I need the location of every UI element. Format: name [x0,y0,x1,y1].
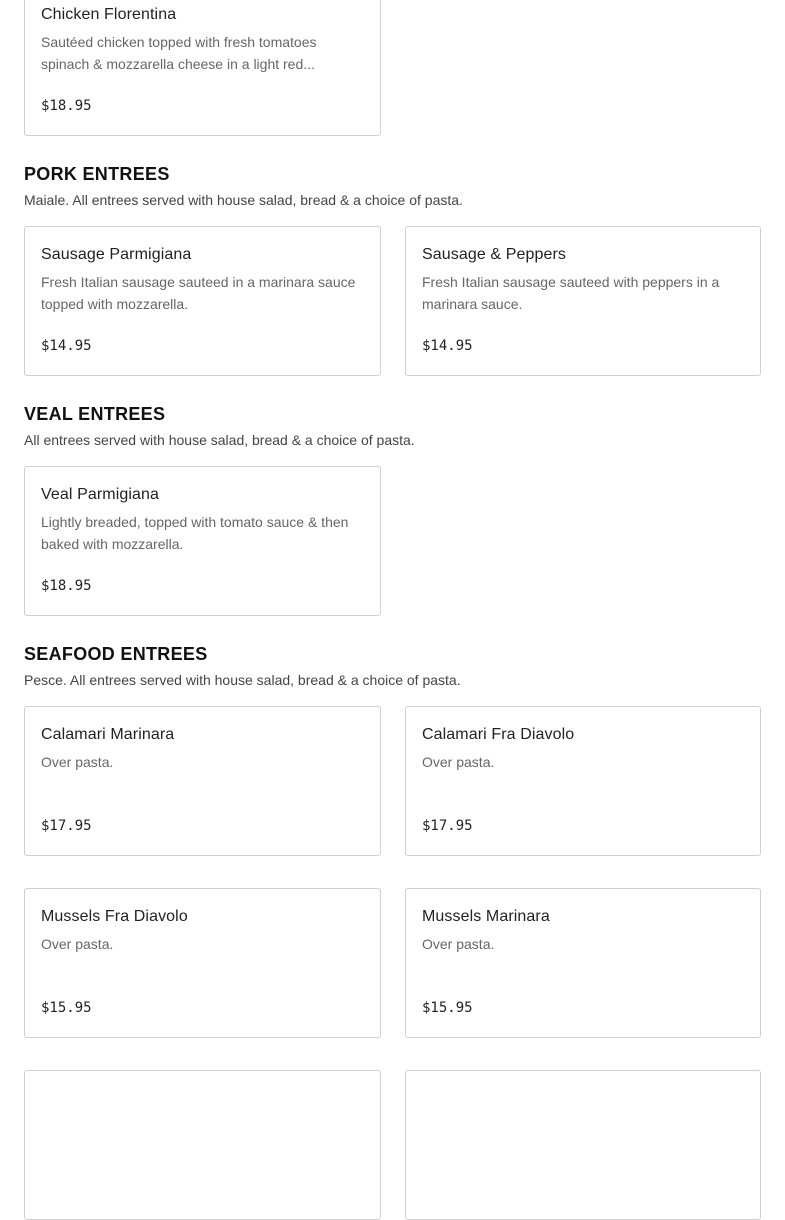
menu-grid [24,0,761,136]
menu-grid [24,226,761,376]
menu-item-card[interactable] [24,706,381,856]
menu-item-card[interactable] [405,1070,761,1220]
menu-item-price: $15.95 [41,1000,92,1016]
menu-item-card[interactable] [24,1070,381,1220]
section-description: Pesce. All entrees served with house salad, bread & a choice of pasta. [24,672,461,688]
menu-item-price: $18.95 [41,98,92,114]
menu-item-name: Veal Parmigiana [41,486,160,503]
menu-item-price: $15.95 [422,1000,473,1016]
menu-item-card[interactable] [405,888,761,1038]
menu-item-card[interactable] [24,226,381,376]
section-seafood-entrees [0,643,785,1016]
menu-item-description: Lightly breaded, topped with tomato sauce & then baked with mozzarella. [41,514,349,552]
menu-item-description: Fresh Italian sausage sauteed in a marinara sauce topped with mozzarella. [41,274,356,312]
menu-item-description: Sautéed chicken topped with fresh tomatoes spinach & mozzarella cheese in a light red... [41,34,317,72]
menu-item-price: $14.95 [41,338,92,354]
menu-item-card[interactable] [405,226,761,376]
menu-item-description: Fresh Italian sausage sauteed with peppers in a marinara sauce. [422,274,720,312]
menu-item-price: $14.95 [422,338,473,354]
menu-item-name: Chicken Florentina [41,6,177,23]
section-description: All entrees served with house salad, bread & a choice of pasta. [24,432,415,448]
menu-item-name: Calamari Marinara [41,726,175,743]
menu-item-card[interactable] [24,0,381,136]
menu-item-price: $17.95 [41,818,92,834]
section-description: Maiale. All entrees served with house salad, bread & a choice of pasta. [24,192,463,208]
menu-grid [24,706,761,1220]
menu-grid [24,466,761,616]
section-title: PORK ENTREES [24,164,170,184]
section-title: VEAL ENTREES [24,404,166,424]
menu-item-description: Over pasta. [41,754,114,770]
menu-item-price: $17.95 [422,818,473,834]
section-veal-entrees [0,403,785,594]
section-title: SEAFOOD ENTREES [24,644,208,664]
menu-item-price: $18.95 [41,578,92,594]
menu-item-name: Calamari Fra Diavolo [422,726,575,743]
section-pork-entrees [0,163,785,354]
menu-item-description: Over pasta. [422,754,495,770]
menu-item-name: Sausage & Peppers [422,246,567,263]
menu-item-card[interactable] [405,706,761,856]
menu-item-name: Mussels Marinara [422,908,550,925]
menu-item-description: Over pasta. [41,936,114,952]
menu-item-name: Mussels Fra Diavolo [41,908,188,925]
menu-item-card[interactable] [24,888,381,1038]
menu-item-description: Over pasta. [422,936,495,952]
menu-item-name: Sausage Parmigiana [41,246,192,263]
menu-item-card[interactable] [24,466,381,616]
